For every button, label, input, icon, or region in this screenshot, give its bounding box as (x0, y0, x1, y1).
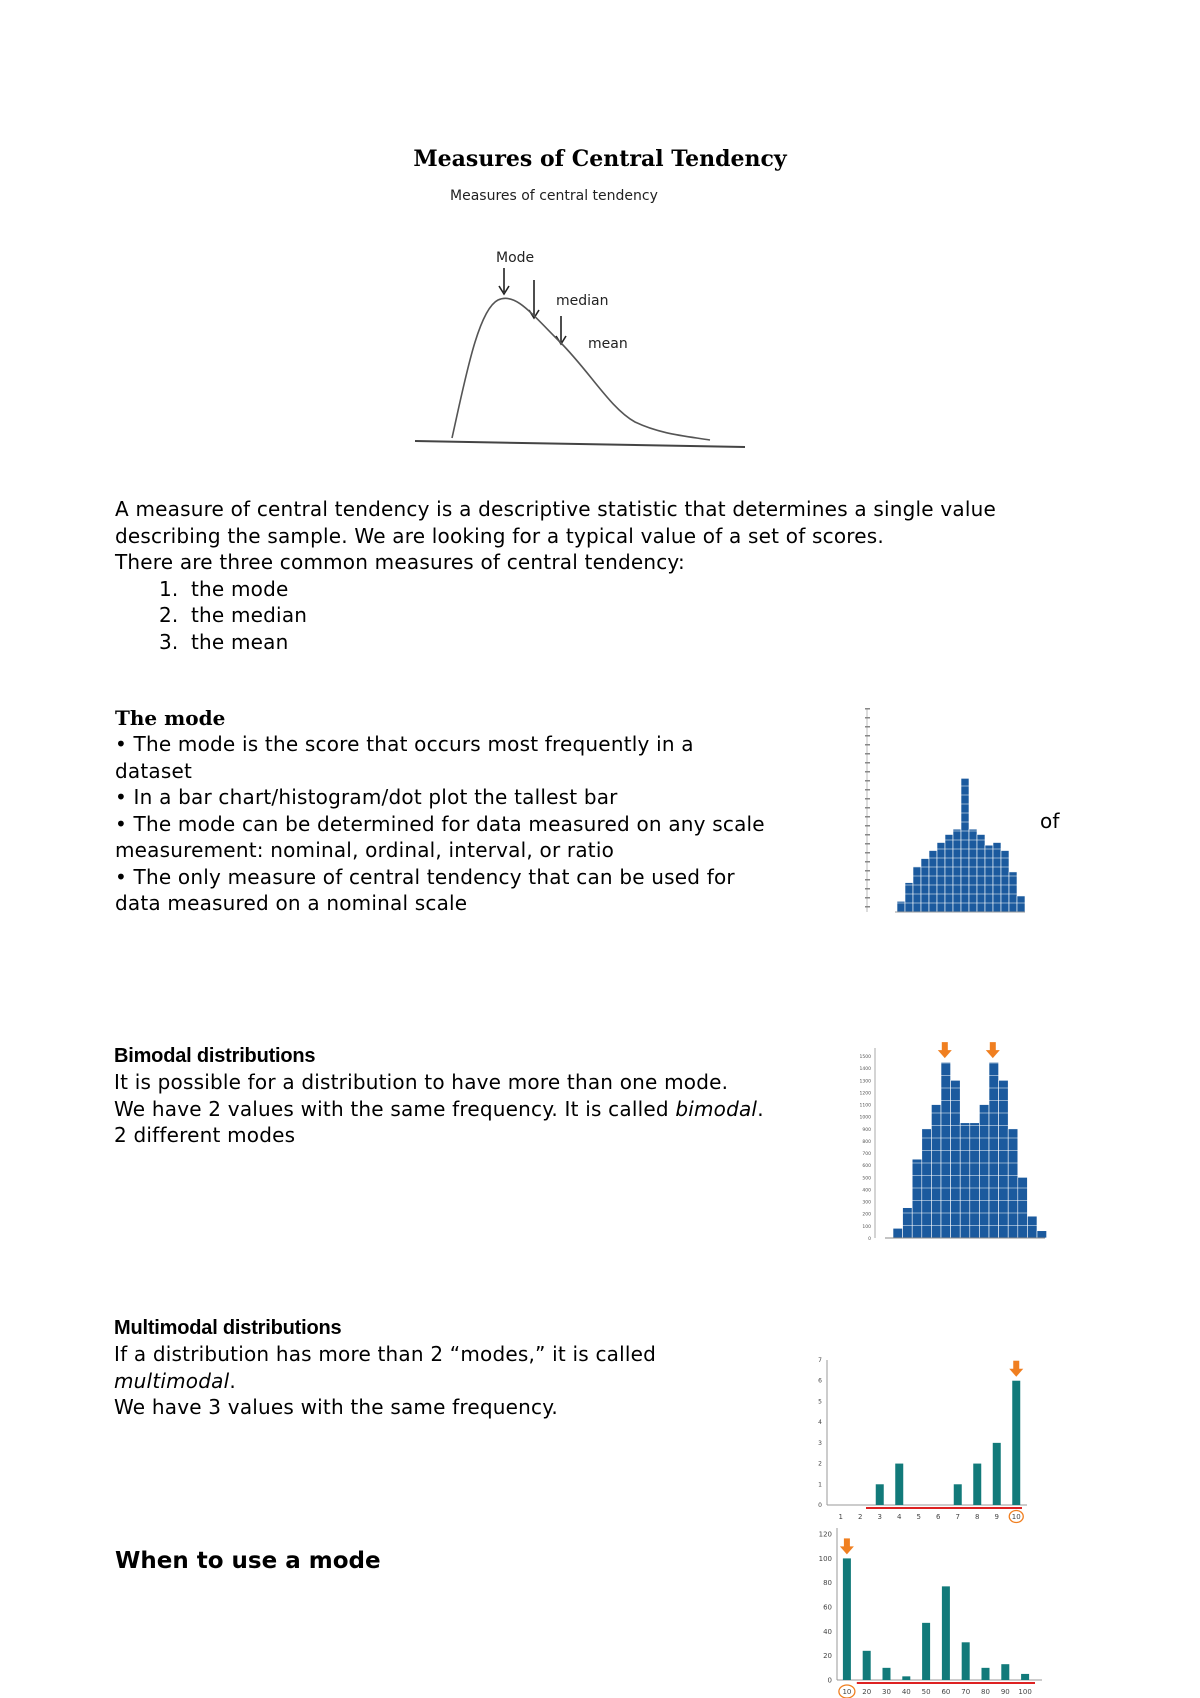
y-tick (865, 879, 870, 881)
y-tick (865, 906, 870, 908)
histogram-bar (1027, 1216, 1037, 1238)
histogram-bar (1017, 896, 1025, 912)
y-tick (865, 780, 870, 782)
x-tick-label: 90 (1000, 1688, 1010, 1696)
x-tick-label: 10 (842, 1688, 852, 1696)
y-tick-label: 0 (827, 1676, 832, 1685)
y-tick (865, 771, 870, 773)
histogram-bar (905, 883, 913, 912)
list-item: 3. the mean (185, 629, 1115, 656)
x-tick-label: 9 (994, 1513, 999, 1521)
histogram-bar (985, 845, 993, 912)
x-tick-label: 8 (975, 1513, 980, 1521)
bar (876, 1484, 884, 1505)
y-tick-label: 100 (818, 1554, 832, 1563)
histogram-bar (1008, 1129, 1018, 1238)
y-tick-label: 400 (862, 1188, 871, 1194)
bimodal-histogram (845, 1040, 1045, 1250)
bimodal-line-2 (114, 1096, 834, 1123)
y-tick (865, 762, 870, 764)
intro-paragraph (115, 496, 1115, 655)
histogram-bar (937, 843, 945, 912)
histogram-bar (913, 867, 921, 912)
y-tick (865, 798, 870, 800)
y-tick (865, 744, 870, 746)
histogram-bar (912, 1159, 922, 1238)
y-tick (865, 789, 870, 791)
y-tick (865, 852, 870, 854)
bar (1021, 1674, 1029, 1680)
y-tick-label: 1000 (859, 1115, 871, 1121)
x-tick-label: 100 (1018, 1688, 1032, 1696)
list-item: 2. the median (185, 602, 1115, 629)
intro-line-1: A measure of central tendency is a descriptive statistic that determines a single value (115, 497, 996, 521)
histogram-bar (945, 834, 953, 912)
y-tick (865, 726, 870, 728)
x-tick-label: 10 (1011, 1513, 1021, 1521)
y-tick-label: 600 (862, 1164, 871, 1170)
x-tick-label: 7 (955, 1513, 960, 1521)
y-tick-label: 700 (862, 1152, 871, 1158)
mode-label: Mode (496, 250, 535, 266)
x-tick-label: 6 (936, 1513, 941, 1521)
median-label: median (556, 293, 609, 309)
mode-arrow-icon (1013, 1361, 1019, 1370)
y-tick-label: 1100 (859, 1103, 871, 1109)
mode-arrow-icon (990, 1042, 996, 1051)
x-tick-label: 3 (877, 1513, 882, 1521)
y-tick-label: 1300 (859, 1079, 871, 1085)
unimodal-histogram (855, 700, 1035, 930)
bimodal-line-2-text: We have 2 values with the same frequency. It is called (114, 1096, 676, 1121)
mode-arrow-icon (986, 1050, 1000, 1058)
measures-list (115, 576, 1115, 656)
y-tick-label: 3 (818, 1439, 822, 1447)
bar (902, 1676, 910, 1680)
histogram-bar (931, 1105, 941, 1238)
y-tick-label: 120 (818, 1530, 832, 1539)
multimodal-term: multimodal (114, 1368, 230, 1393)
y-tick (865, 717, 870, 719)
frequency-bar-chart (815, 1520, 1045, 1698)
bar (973, 1464, 981, 1505)
bimodal-heading: Bimodal distributions (114, 1045, 316, 1067)
multimodal-line-3: We have 3 values with the same frequency. (114, 1395, 558, 1419)
y-tick-label: 0 (818, 1502, 822, 1509)
bar (993, 1443, 1001, 1505)
histogram-bar (951, 1080, 961, 1238)
bar (863, 1651, 871, 1680)
mode-line: data measured on a nominal scale (115, 891, 468, 915)
skewed-curve (452, 298, 710, 440)
bimodal-line-2-suffix: . (757, 1096, 764, 1121)
histogram-bar (953, 829, 961, 912)
y-tick (865, 843, 870, 845)
intro-line-3: There are three common measures of central tendency: (115, 550, 685, 574)
x-tick-label: 70 (961, 1688, 971, 1696)
bimodal-term: bimodal (675, 1096, 758, 1121)
bar (883, 1668, 891, 1680)
histogram-bar (922, 1129, 932, 1238)
histogram-bar (970, 1123, 980, 1238)
multimodal-line-2-suffix: . (229, 1368, 236, 1393)
y-tick-label: 60 (823, 1603, 832, 1612)
mode-heading: The mode (115, 706, 226, 730)
mode-arrow-icon (844, 1538, 850, 1547)
histogram-bar (993, 843, 1001, 912)
y-tick-label: 300 (862, 1200, 871, 1206)
mode-line: • The only measure of central tendency that can be used for (115, 864, 735, 889)
bimodal-section (114, 1043, 834, 1149)
mode-line: • The mode can be determined for data measured on any scale (115, 811, 765, 836)
histogram-bar (941, 1062, 951, 1238)
bar (895, 1464, 903, 1505)
bar (1012, 1381, 1020, 1505)
multimodal-section (114, 1315, 834, 1421)
mean-label: mean (588, 336, 628, 352)
bar (1001, 1664, 1009, 1680)
histogram-bar (989, 1062, 999, 1238)
y-tick-label: 500 (862, 1176, 871, 1182)
central-tendency-figure (410, 188, 760, 460)
y-tick-label: 80 (823, 1579, 832, 1588)
mode-line: dataset (115, 758, 193, 783)
y-tick (865, 888, 870, 890)
y-tick (865, 735, 870, 737)
bar (942, 1586, 950, 1680)
y-tick (865, 825, 870, 827)
y-tick-label: 2 (818, 1460, 822, 1468)
intro-line-2: describing the sample. We are looking for a typical value of a set of scores. (115, 523, 884, 548)
multimodal-line-2 (114, 1368, 834, 1395)
bar (922, 1623, 930, 1680)
bar (982, 1668, 990, 1680)
mode-arrow-icon (840, 1546, 854, 1554)
histogram-bar (979, 1105, 989, 1238)
x-tick-label: 1 (838, 1513, 843, 1521)
y-tick (865, 861, 870, 863)
mode-arrow-icon (938, 1050, 952, 1058)
y-tick-label: 4 (818, 1419, 822, 1427)
x-tick-label: 20 (862, 1688, 872, 1696)
y-tick-label: 6 (818, 1377, 822, 1385)
histogram-bar (977, 834, 985, 912)
x-tick-label: 4 (897, 1513, 902, 1521)
mode-line: • In a bar chart/histogram/dot plot the tallest bar (115, 785, 618, 809)
y-tick-label: 1400 (859, 1067, 871, 1073)
bar (843, 1558, 851, 1680)
when-to-use-heading: When to use a mode (115, 1548, 381, 1574)
y-tick-label: 800 (862, 1139, 871, 1145)
y-tick (865, 708, 870, 710)
histogram-bar (903, 1208, 913, 1238)
y-tick-label: 40 (823, 1627, 832, 1636)
y-tick (865, 816, 870, 818)
page-title: Measures of Central Tendency (413, 146, 787, 172)
mode-section (115, 705, 835, 917)
figure-title: Measures of central tendency (450, 188, 658, 204)
x-tick-label: 80 (981, 1688, 990, 1696)
y-tick-label: 0 (868, 1237, 871, 1242)
list-item: 1. the mode (185, 576, 1115, 603)
y-tick-label: 20 (823, 1652, 832, 1661)
bimodal-line-3: 2 different modes (114, 1123, 296, 1147)
mode-arrow-icon (1009, 1369, 1023, 1377)
y-tick (865, 897, 870, 899)
mode-line: measurement: nominal, ordinal, interval, or ratio (115, 838, 615, 862)
y-tick (865, 807, 870, 809)
mode-line: • The mode is the score that occurs most frequently in a (115, 732, 694, 756)
multimodal-heading: Multimodal distributions (114, 1317, 342, 1339)
histogram-bar (1018, 1177, 1028, 1238)
y-tick (865, 834, 870, 836)
bar (962, 1642, 970, 1680)
x-tick-label: 50 (921, 1688, 931, 1696)
x-tick-label: 2 (858, 1513, 863, 1521)
x-tick-label: 60 (941, 1688, 951, 1696)
y-tick-label: 1200 (859, 1091, 871, 1097)
y-tick-label: 100 (862, 1224, 871, 1230)
histogram-bar (969, 829, 977, 912)
y-tick-label: 1500 (859, 1055, 871, 1061)
y-tick-label: 5 (818, 1398, 822, 1406)
x-tick-label: 30 (882, 1688, 891, 1696)
x-tick-label: 40 (901, 1688, 911, 1696)
bimodal-line-1: It is possible for a distribution to have more than one mode. (114, 1070, 729, 1094)
histogram-bar (893, 1228, 903, 1238)
y-tick (865, 870, 870, 872)
multimodal-bar-chart (815, 1350, 1035, 1528)
y-tick-label: 1 (818, 1481, 822, 1489)
multimodal-line-1: If a distribution has more than 2 “modes,” it is called (114, 1342, 657, 1366)
bar (954, 1484, 962, 1505)
histogram-bar (1009, 872, 1017, 912)
histogram-bar (1037, 1231, 1047, 1238)
histogram-bar (961, 778, 969, 912)
histogram-bar (960, 1123, 970, 1238)
y-tick (865, 753, 870, 755)
mode-arrow-icon (942, 1042, 948, 1051)
x-tick-label: 5 (916, 1513, 921, 1521)
y-tick-label: 7 (818, 1357, 822, 1364)
baseline (415, 441, 745, 447)
mode-trailing-word: of (1040, 809, 1060, 833)
histogram-bar (999, 1080, 1009, 1238)
y-tick-label: 900 (862, 1127, 871, 1133)
y-tick-label: 200 (862, 1212, 871, 1218)
